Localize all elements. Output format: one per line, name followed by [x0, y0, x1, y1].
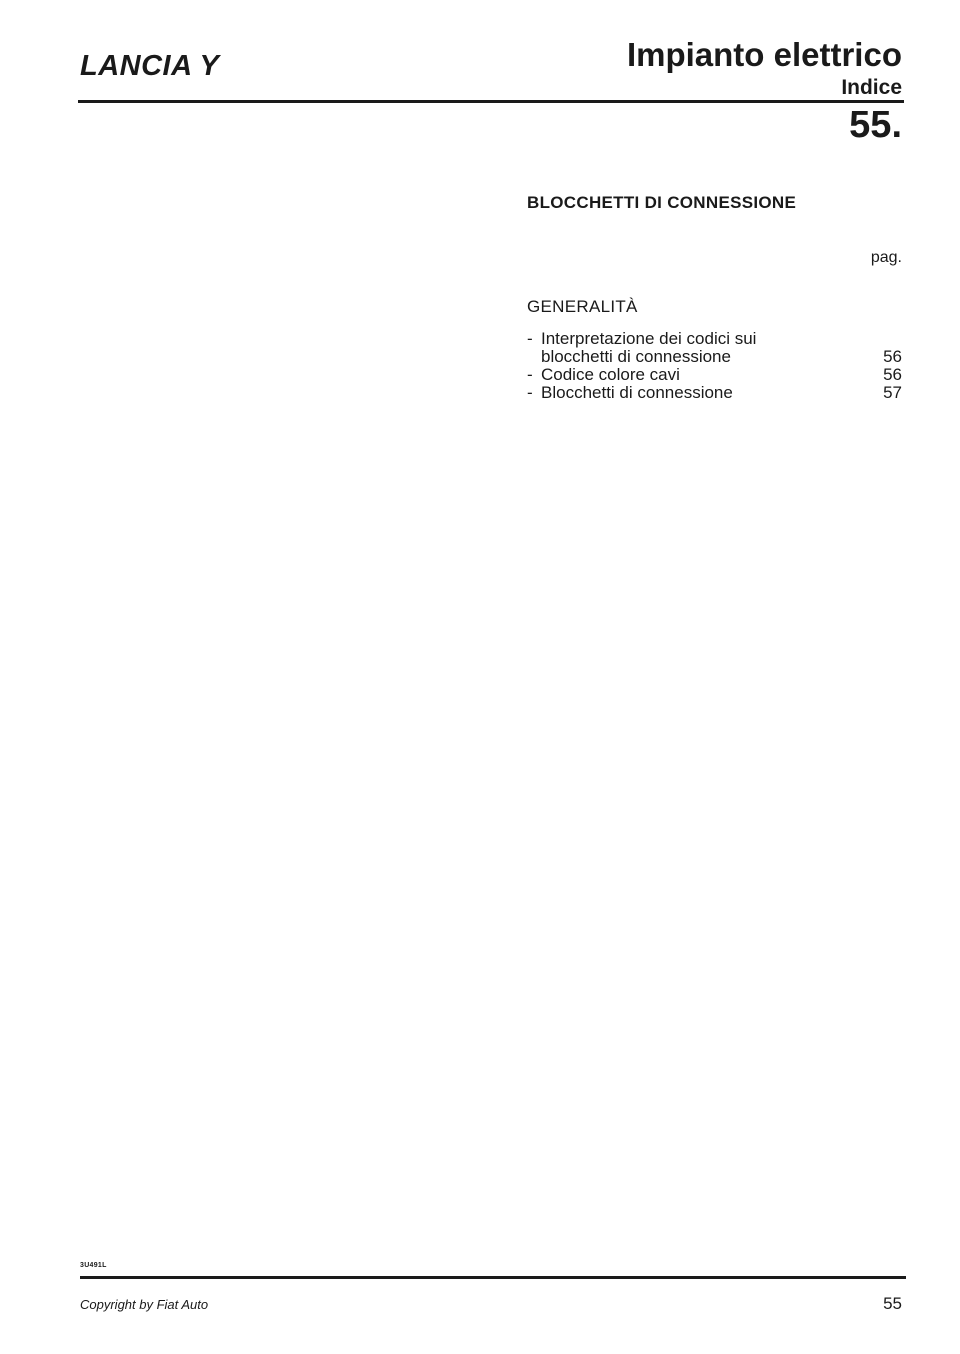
footer-divider — [80, 1276, 906, 1279]
toc-entry-page: 56 — [883, 365, 902, 384]
group-label: GENERALITÀ — [527, 297, 638, 316]
toc-entry-label: Blocchetti di connessione — [541, 383, 733, 402]
toc-entry-label: Interpretazione dei codici sui blocchetti di connessione — [541, 329, 757, 366]
toc-dash: - — [527, 329, 533, 348]
section-subtitle: Indice — [841, 76, 902, 99]
toc-entry-label: Codice colore cavi — [541, 365, 680, 384]
content-heading: BLOCCHETTI DI CONNESSIONE — [527, 193, 797, 212]
toc-dash: - — [527, 383, 533, 402]
page-number: 55 — [883, 1294, 902, 1313]
brand-title: LANCIA Y — [80, 50, 220, 82]
document-code: 3U491L — [80, 1262, 107, 1269]
toc-entry[interactable] — [527, 366, 902, 384]
toc-entry-page: 57 — [883, 383, 902, 402]
toc-entry-page: 56 — [883, 347, 902, 366]
toc-dash: - — [527, 365, 533, 384]
chapter-number: 55. — [849, 104, 902, 146]
section-title: Impianto elettrico — [626, 36, 902, 73]
toc-entry[interactable] — [527, 330, 902, 366]
copyright-notice: Copyright by Fiat Auto — [80, 1297, 209, 1312]
header-divider — [78, 100, 904, 103]
page-column-label: pag. — [870, 249, 902, 266]
toc-entry[interactable] — [527, 384, 902, 402]
toc-list — [527, 330, 902, 402]
